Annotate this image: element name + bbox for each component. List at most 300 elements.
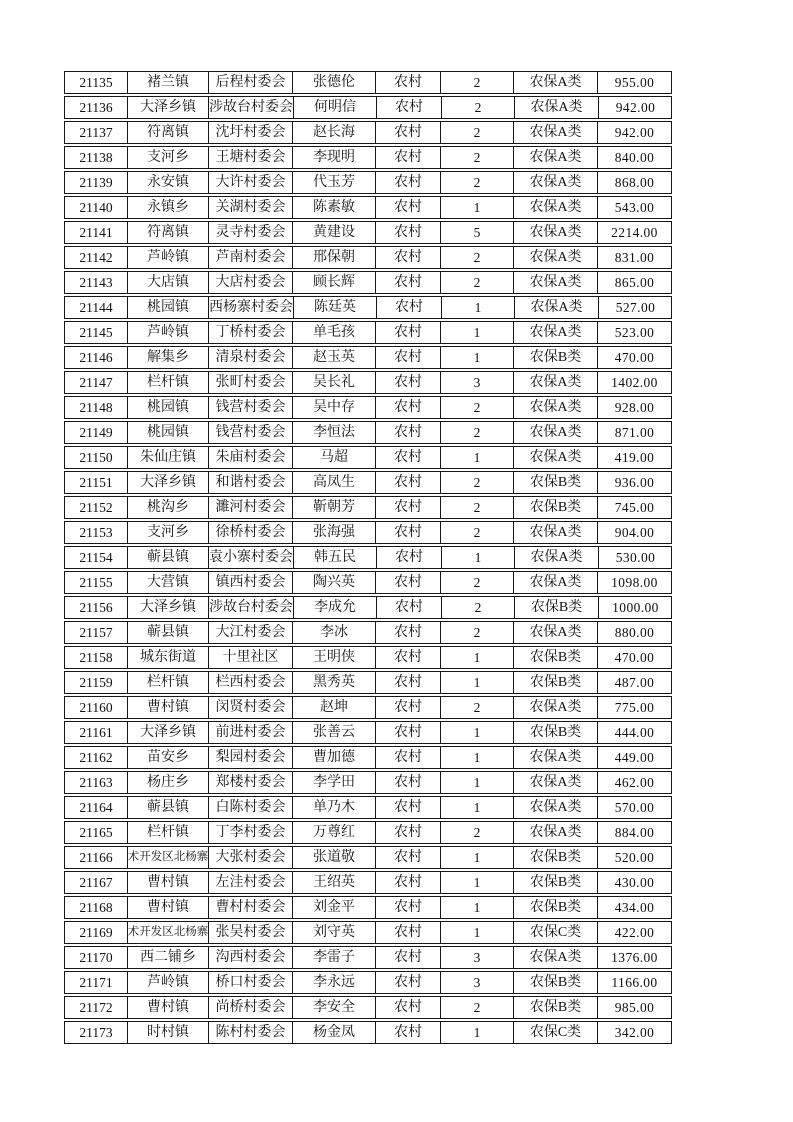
cell-category: 农村 (375, 322, 440, 343)
cell-insurance-type: 农保B类 (513, 672, 597, 693)
cell-category: 农村 (375, 497, 440, 518)
cell-town: 芦岭镇 (127, 972, 208, 993)
table-row (64, 321, 672, 344)
cell-town: 苗安乡 (127, 747, 208, 768)
table-row (64, 746, 672, 769)
table-row (64, 421, 672, 444)
cell-category: 农村 (375, 72, 440, 93)
cell-village-committee: 桥口村委会 (208, 972, 292, 993)
cell-record-id: 21158 (79, 649, 113, 665)
cell-record-id: 21151 (79, 474, 113, 490)
cell-insurance-type: 农保A类 (513, 697, 597, 718)
cell-village-committee: 丁桥村委会 (208, 322, 292, 343)
cell-town: 桃园镇 (127, 297, 208, 318)
cell-village-committee: 濉河村委会 (208, 497, 292, 518)
cell-insurance-type: 农保B类 (513, 347, 597, 368)
cell-town: 符离镇 (127, 222, 208, 243)
cell-person-name: 高凤生 (292, 472, 375, 493)
cell-person-name: 李成允 (293, 597, 376, 618)
cell-person-name: 靳朝芳 (292, 497, 375, 518)
table-row (64, 246, 672, 269)
table-row (64, 146, 672, 169)
table-row (64, 1021, 672, 1044)
cell-town: 曹村镇 (127, 697, 208, 718)
cell-amount: 470.00 (597, 347, 671, 368)
cell-insurance-type: 农保A类 (513, 397, 597, 418)
cell-person-count: 2 (440, 522, 513, 543)
cell-village-committee: 徐桥村委会 (208, 522, 292, 543)
cell-person-count: 1 (440, 1022, 513, 1043)
cell-insurance-type: 农保A类 (513, 747, 597, 768)
cell-category: 农村 (375, 572, 440, 593)
cell-village-committee: 郑楼村委会 (208, 772, 292, 793)
cell-insurance-type: 农保A类 (513, 372, 597, 393)
table-row (64, 521, 672, 544)
cell-category: 农村 (376, 547, 441, 568)
cell-record-id: 21170 (79, 949, 113, 965)
table-row (64, 221, 672, 244)
cell-insurance-type: 农保A类 (513, 572, 597, 593)
cell-record-id: 21171 (79, 974, 113, 990)
cell-town: 蕲县镇 (127, 797, 208, 818)
cell-insurance-type: 农保B类 (513, 847, 597, 868)
cell-person-name: 李学田 (292, 772, 375, 793)
cell-person-count: 1 (440, 672, 513, 693)
cell-village-committee: 大江村委会 (208, 622, 292, 643)
cell-village-committee: 陈村村委会 (208, 1022, 292, 1043)
cell-category: 农村 (375, 647, 440, 668)
cell-town: 术开发区北杨寨 (127, 847, 208, 868)
cell-person-count: 2 (440, 122, 513, 143)
cell-person-count: 2 (441, 97, 514, 118)
cell-record-id: 21167 (79, 874, 113, 890)
cell-amount: 942.00 (597, 122, 671, 143)
cell-person-name: 陈素敏 (292, 197, 375, 218)
cell-insurance-type: 农保A类 (514, 97, 598, 118)
cell-category: 农村 (375, 797, 440, 818)
cell-person-count: 1 (440, 897, 513, 918)
cell-person-name: 张海强 (292, 522, 375, 543)
cell-category: 农村 (375, 397, 440, 418)
cell-person-count: 1 (440, 722, 513, 743)
table-row (64, 496, 672, 519)
cell-town: 支河乡 (127, 522, 208, 543)
table-row (64, 446, 672, 469)
cell-record-id: 21173 (79, 1024, 113, 1040)
cell-amount: 523.00 (597, 322, 671, 343)
cell-town: 大营镇 (127, 572, 208, 593)
cell-person-count: 1 (440, 872, 513, 893)
table-row (64, 121, 672, 144)
benefits-table-body (64, 71, 672, 1044)
cell-amount: 543.00 (597, 197, 671, 218)
cell-record-id: 21140 (79, 199, 113, 215)
cell-person-name: 赵玉英 (292, 347, 375, 368)
cell-amount: 430.00 (597, 872, 671, 893)
table-row (64, 946, 672, 969)
cell-record-id: 21141 (79, 224, 113, 240)
cell-person-name: 李安全 (292, 997, 375, 1018)
cell-record-id: 21162 (79, 749, 113, 765)
cell-village-committee: 十里社区 (208, 647, 292, 668)
cell-insurance-type: 农保A类 (513, 422, 597, 443)
cell-town: 大泽乡镇 (127, 97, 208, 118)
cell-village-committee: 白陈村委会 (208, 797, 292, 818)
cell-amount: 419.00 (597, 447, 671, 468)
cell-person-name: 李雷子 (292, 947, 375, 968)
cell-record-id: 21143 (79, 274, 113, 290)
cell-category: 农村 (375, 697, 440, 718)
cell-category: 农村 (375, 747, 440, 768)
cell-person-name: 何明信 (293, 97, 376, 118)
cell-person-name: 单乃木 (292, 797, 375, 818)
cell-record-id: 21153 (79, 524, 113, 540)
cell-category: 农村 (376, 97, 441, 118)
cell-person-name: 张善云 (292, 722, 375, 743)
cell-town: 解集乡 (127, 347, 208, 368)
cell-insurance-type: 农保B类 (513, 472, 597, 493)
cell-town: 蕲县镇 (127, 547, 208, 568)
cell-record-id: 21145 (79, 324, 113, 340)
cell-town: 符离镇 (127, 122, 208, 143)
cell-insurance-type: 农保A类 (513, 72, 597, 93)
cell-record-id: 21135 (79, 74, 113, 90)
cell-record-id: 21152 (79, 499, 113, 515)
cell-person-count: 1 (440, 747, 513, 768)
cell-record-id: 21136 (79, 99, 113, 115)
cell-village-committee: 王塘村委会 (208, 147, 292, 168)
cell-insurance-type: 农保A类 (513, 222, 597, 243)
cell-insurance-type: 农保A类 (513, 622, 597, 643)
cell-person-count: 1 (440, 772, 513, 793)
cell-insurance-type: 农保A类 (513, 247, 597, 268)
cell-town: 桃沟乡 (127, 497, 208, 518)
cell-category: 农村 (375, 847, 440, 868)
cell-person-count: 2 (440, 472, 513, 493)
cell-village-committee: 涉故台村委会 (208, 97, 293, 118)
cell-village-committee: 镇西村委会 (208, 572, 292, 593)
cell-amount: 527.00 (598, 297, 672, 318)
cell-record-id: 21154 (79, 549, 113, 565)
cell-category: 农村 (375, 247, 440, 268)
cell-village-committee: 栏西村委会 (208, 672, 292, 693)
cell-town: 时村镇 (127, 1022, 208, 1043)
cell-village-committee: 清泉村委会 (208, 347, 292, 368)
cell-village-committee: 沟西村委会 (208, 947, 292, 968)
cell-amount: 444.00 (597, 722, 671, 743)
cell-person-count: 1 (440, 647, 513, 668)
cell-person-count: 2 (440, 72, 513, 93)
cell-town: 大泽乡镇 (127, 722, 208, 743)
cell-village-committee: 曹村村委会 (208, 897, 292, 918)
cell-category: 农村 (375, 372, 440, 393)
cell-town: 永安镇 (127, 172, 208, 193)
cell-amount: 342.00 (597, 1022, 671, 1043)
cell-person-count: 2 (441, 597, 514, 618)
cell-person-name: 刘守英 (292, 922, 375, 943)
cell-category: 农村 (375, 197, 440, 218)
cell-amount: 880.00 (597, 622, 671, 643)
cell-amount: 871.00 (597, 422, 671, 443)
cell-person-name: 张德伦 (292, 72, 375, 93)
cell-village-committee: 大店村委会 (208, 272, 292, 293)
cell-amount: 775.00 (597, 697, 671, 718)
cell-insurance-type: 农保A类 (514, 547, 598, 568)
cell-town: 褚兰镇 (127, 72, 208, 93)
cell-insurance-type: 农保B类 (513, 722, 597, 743)
cell-amount: 449.00 (597, 747, 671, 768)
cell-village-committee: 朱庙村委会 (208, 447, 292, 468)
cell-village-committee: 张町村委会 (208, 372, 292, 393)
cell-person-count: 2 (440, 247, 513, 268)
cell-town: 桃园镇 (127, 397, 208, 418)
cell-person-name: 赵长海 (292, 122, 375, 143)
cell-village-committee: 丁李村委会 (208, 822, 292, 843)
table-row (64, 471, 672, 494)
cell-person-name: 吴中存 (292, 397, 375, 418)
cell-amount: 530.00 (598, 547, 672, 568)
table-row (64, 371, 672, 394)
cell-person-name: 黑秀英 (292, 672, 375, 693)
cell-person-name: 王明侠 (292, 647, 375, 668)
cell-insurance-type: 农保A类 (513, 172, 597, 193)
cell-amount: 928.00 (597, 397, 671, 418)
cell-village-committee: 钱营村委会 (208, 397, 292, 418)
cell-person-count: 5 (440, 222, 513, 243)
cell-town: 术开发区北杨寨 (127, 922, 208, 943)
cell-town: 杨庄乡 (127, 772, 208, 793)
cell-record-id: 21165 (79, 824, 113, 840)
cell-village-committee: 后程村委会 (208, 72, 292, 93)
cell-record-id: 21144 (79, 299, 113, 315)
table-row (64, 921, 672, 944)
cell-person-name: 吴长礼 (292, 372, 375, 393)
cell-record-id: 21168 (79, 899, 113, 915)
cell-insurance-type: 农保B类 (513, 897, 597, 918)
cell-person-count: 1 (440, 347, 513, 368)
benefits-table (64, 71, 672, 1046)
cell-amount: 1098.00 (597, 572, 671, 593)
table-row (64, 996, 672, 1019)
cell-record-id: 21142 (79, 249, 113, 265)
cell-record-id: 21156 (79, 599, 113, 615)
cell-town: 城东街道 (127, 647, 208, 668)
table-row (64, 546, 672, 569)
cell-person-name: 黄建设 (292, 222, 375, 243)
cell-category: 农村 (375, 472, 440, 493)
cell-category: 农村 (375, 822, 440, 843)
cell-person-name: 王绍英 (292, 872, 375, 893)
cell-village-committee: 大许村委会 (208, 172, 292, 193)
cell-village-committee: 梨园村委会 (208, 747, 292, 768)
cell-amount: 570.00 (597, 797, 671, 818)
table-row (64, 171, 672, 194)
cell-insurance-type: 农保B类 (513, 647, 597, 668)
cell-record-id: 21139 (79, 174, 113, 190)
cell-person-count: 1 (440, 922, 513, 943)
cell-person-count: 2 (440, 622, 513, 643)
cell-town: 桃园镇 (127, 422, 208, 443)
cell-person-name: 李冰 (292, 622, 375, 643)
cell-village-committee: 和谐村委会 (208, 472, 292, 493)
cell-village-committee: 左洼村委会 (208, 872, 292, 893)
cell-village-committee: 袁小寨村委会 (208, 547, 293, 568)
cell-category: 农村 (375, 422, 440, 443)
cell-person-name: 顾长辉 (292, 272, 375, 293)
table-row (64, 346, 672, 369)
cell-record-id: 21157 (79, 624, 113, 640)
cell-category: 农村 (375, 447, 440, 468)
cell-person-count: 2 (440, 172, 513, 193)
cell-person-name: 陈廷英 (293, 297, 376, 318)
cell-category: 农村 (375, 672, 440, 693)
cell-amount: 2214.00 (597, 222, 671, 243)
cell-amount: 936.00 (597, 472, 671, 493)
cell-town: 大泽乡镇 (127, 597, 208, 618)
cell-person-count: 1 (440, 322, 513, 343)
cell-category: 农村 (375, 997, 440, 1018)
cell-town: 芦岭镇 (127, 247, 208, 268)
cell-amount: 1376.00 (597, 947, 671, 968)
cell-village-committee: 涉故台村委会 (208, 597, 293, 618)
table-row (64, 296, 672, 319)
cell-record-id: 21137 (79, 124, 113, 140)
cell-person-name: 邢保朝 (292, 247, 375, 268)
cell-record-id: 21169 (79, 924, 113, 940)
cell-village-committee: 芦南村委会 (208, 247, 292, 268)
cell-person-count: 2 (440, 697, 513, 718)
cell-person-name: 李恒法 (292, 422, 375, 443)
cell-record-id: 21159 (79, 674, 113, 690)
cell-town: 芦岭镇 (127, 322, 208, 343)
cell-person-count: 3 (440, 972, 513, 993)
table-row (64, 396, 672, 419)
cell-amount: 904.00 (597, 522, 671, 543)
cell-category: 农村 (375, 872, 440, 893)
cell-town: 支河乡 (127, 147, 208, 168)
cell-category: 农村 (375, 622, 440, 643)
cell-person-count: 1 (440, 197, 513, 218)
cell-amount: 745.00 (597, 497, 671, 518)
cell-insurance-type: 农保A类 (513, 147, 597, 168)
cell-person-count: 1 (441, 297, 514, 318)
cell-insurance-type: 农保C类 (513, 922, 597, 943)
table-row (64, 271, 672, 294)
cell-insurance-type: 农保A类 (513, 522, 597, 543)
cell-insurance-type: 农保A类 (513, 122, 597, 143)
cell-person-count: 2 (440, 572, 513, 593)
cell-village-committee: 前进村委会 (208, 722, 292, 743)
cell-town: 曹村镇 (127, 997, 208, 1018)
cell-record-id: 21148 (79, 399, 113, 415)
table-row (64, 671, 672, 694)
cell-insurance-type: 农保B类 (513, 872, 597, 893)
cell-person-count: 2 (440, 147, 513, 168)
cell-record-id: 21155 (79, 574, 113, 590)
cell-amount: 831.00 (597, 247, 671, 268)
table-row (64, 721, 672, 744)
table-row (64, 821, 672, 844)
cell-person-count: 2 (440, 822, 513, 843)
cell-amount: 470.00 (597, 647, 671, 668)
cell-amount: 865.00 (597, 272, 671, 293)
table-row (64, 621, 672, 644)
cell-category: 农村 (375, 922, 440, 943)
cell-person-name: 代玉芳 (292, 172, 375, 193)
table-row (64, 646, 672, 669)
cell-person-count: 3 (440, 947, 513, 968)
cell-town: 蕲县镇 (127, 622, 208, 643)
cell-person-name: 张道敬 (292, 847, 375, 868)
cell-person-count: 1 (441, 547, 514, 568)
table-row (64, 596, 672, 619)
table-row (64, 971, 672, 994)
cell-category: 农村 (375, 222, 440, 243)
cell-category: 农村 (375, 1022, 440, 1043)
table-row (64, 846, 672, 869)
cell-town: 栏杆镇 (127, 672, 208, 693)
cell-insurance-type: 农保B类 (514, 597, 598, 618)
cell-town: 栏杆镇 (127, 372, 208, 393)
cell-amount: 884.00 (597, 822, 671, 843)
cell-insurance-type: 农保A类 (513, 447, 597, 468)
cell-person-count: 2 (440, 997, 513, 1018)
cell-category: 农村 (375, 897, 440, 918)
cell-amount: 1000.00 (598, 597, 672, 618)
cell-town: 朱仙庄镇 (127, 447, 208, 468)
cell-insurance-type: 农保A类 (513, 947, 597, 968)
cell-category: 农村 (375, 522, 440, 543)
cell-person-name: 万尊红 (292, 822, 375, 843)
cell-village-committee: 大张村委会 (208, 847, 292, 868)
cell-category: 农村 (375, 122, 440, 143)
cell-category: 农村 (375, 972, 440, 993)
cell-amount: 434.00 (597, 897, 671, 918)
cell-town: 西二铺乡 (127, 947, 208, 968)
cell-category: 农村 (375, 147, 440, 168)
table-row (64, 196, 672, 219)
cell-record-id: 21161 (79, 724, 113, 740)
table-row (64, 696, 672, 719)
cell-insurance-type: 农保B类 (513, 997, 597, 1018)
cell-category: 农村 (375, 172, 440, 193)
cell-record-id: 21164 (79, 799, 113, 815)
cell-amount: 985.00 (597, 997, 671, 1018)
cell-insurance-type: 农保A类 (513, 322, 597, 343)
cell-insurance-type: 农保A类 (513, 272, 597, 293)
cell-town: 曹村镇 (127, 897, 208, 918)
cell-record-id: 21150 (79, 449, 113, 465)
cell-insurance-type: 农保A类 (513, 772, 597, 793)
cell-person-count: 1 (440, 797, 513, 818)
cell-amount: 462.00 (597, 772, 671, 793)
cell-person-name: 赵坤 (292, 697, 375, 718)
cell-insurance-type: 农保A类 (513, 197, 597, 218)
cell-record-id: 21163 (79, 774, 113, 790)
cell-insurance-type: 农保B类 (513, 497, 597, 518)
cell-amount: 1166.00 (597, 972, 671, 993)
cell-amount: 955.00 (597, 72, 671, 93)
cell-person-count: 3 (440, 372, 513, 393)
cell-town: 永镇乡 (127, 197, 208, 218)
cell-record-id: 21146 (79, 349, 113, 365)
cell-town: 大店镇 (127, 272, 208, 293)
cell-person-count: 2 (440, 397, 513, 418)
cell-insurance-type: 农保A类 (514, 297, 598, 318)
cell-village-committee: 钱营村委会 (208, 422, 292, 443)
cell-village-committee: 沈圩村委会 (208, 122, 292, 143)
cell-village-committee: 关湖村委会 (208, 197, 292, 218)
